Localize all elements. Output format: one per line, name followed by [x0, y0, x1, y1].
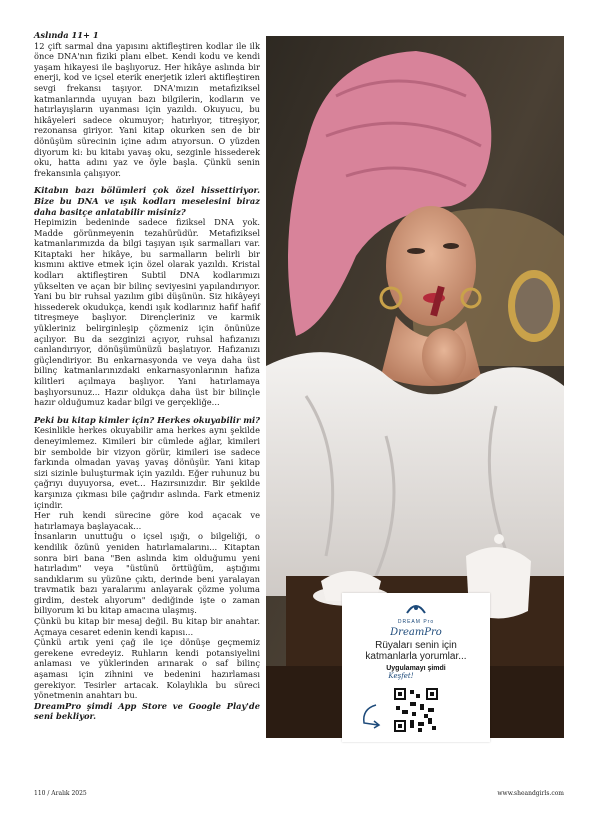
article-paragraph: Hepimizin bedeninde sadece fiziksel DNA yok. Madde görünmeyenin tezahürüdür. Metafiziksel katmanlarımızda da bilgi taşıyan ışık sarmalları var. Kitaptaki her hikâye, bu sarmalların belirli bir kısmını aktive etmek için özel olarak yazıldı. Kristal kodları aktifleştiren Subtil DNA kodlarımızı yükselten ve açan bir bilinç seviyesini yapılandırıyor. Yani bu bir ruhsal yazılım gibi düşünün. Siz hikâyeyi hissederek okudukça, kendi ışık kodlarınız hafif hafif titreşmeye başlıyor. Dirençleriniz ve karmik yükleriniz belirginleşip çözmeniz için önünüze açılıyor. Bu da sezginizi açıyor, ruhsal hafızanızı canlandırıyor, dönüşümünüzü başlatıyor. Hafızanızı güçlendiriyor. Bu enkarnasyonda ve veya daha üst bilinç katmanlarınızdaki enkarnasyonlarının hafıza kilitleri açılmaya başlıyor. Yani hatırlamaya başlıyorsunuz... Hazır oldukça daha üst bir bilinçle hazır olduğumuz kadar bilgi ve gerçekliğe... [34, 217, 260, 408]
site-url: www.sheandgirls.com [497, 790, 564, 797]
article-paragraph: Her ruh kendi sürecine göre kod açacak ve hatırlamaya başlayacak... [34, 510, 260, 531]
ad-cta: Uygulamayı şimdi [386, 665, 446, 672]
qr-code-icon[interactable] [392, 686, 440, 739]
dreampro-ad[interactable] [342, 593, 490, 742]
article-paragraph: Kesinlikle herkes okuyabilir ama herkes aynı şekilde deneyimlemez. Kimileri bir cümlede ağlar, kimileri bir sembolde bir vizyon görür, kimileri ise sadece farkında olmadan yavaş yavaş dönüşür. Yani kitap sizi sizinle buluşturmak için yazıldı. Eğer ruhunuz bu çağrıyı duyuyorsa, evet... Hazırsınızdır. Bir şekilde karşınıza çıkması bile çağrıdır aslında. Fark etmeniz içindir. [34, 425, 260, 510]
ad-cta-discover: Keşfet! [388, 672, 414, 680]
article-paragraph: 12 çift sarmal dna yapısını aktifleştiren kodlar ile ilk önce DNA'nın fiziki planı elbet. Kendi kodu ve kendi yaşam hikayesi ile başlıyoruz. Her hikâye aslında bir enerji, kod ve içsel eterik enerjetik izleri aktifleştiren sevgi frekansı taşıyor. DNA'mızın metafiziksel katmanlarında uyuyan bazı bilgilerin, kodların ve hatırlayışların uyanması için yazıldı. Okuyucu, bu hikâyeleri sadece okumuyor; hatırlıyor, titreşiyor, rezonansa giriyor. Yani kitap okurken sen de bir dönüşüm sürecinin içine adım atıyorsun. O yüzden diyorum ki: bu kitabı yavaş oku, sezginle hissederek oku, hatta adını yaz ve öyle başla. Çünkü senin frekansınla çalışıyor. [34, 40, 260, 178]
brand-small: DREAM [397, 619, 421, 625]
interview-question: Peki bu kitap kimler için? Herkes okuyabilir mi? [34, 414, 261, 425]
article-paragraph: Çünkü artık yeni çağ ile içe dönüşe geçmemiz gerekene evredeyiz. Ruhların kendi potansiyelini anlaması ve yüklerinden arınarak o saf bilinç aşaması için zihnini ve bedenini hazırlaması gerekiyor. Tesirler artacak. Kolaylıkla bu süreci yönetmenin anahtarı bu. [34, 637, 260, 701]
closing-line: DreamPro şimdi App Store ve Google Play'de seni bekliyor. [34, 700, 260, 722]
page-number: 110 / Aralık 2025 [34, 790, 87, 797]
article-paragraph: İnsanların unuttuğu o içsel ışığı, o bilgeliği, o kendilik özünü yeniden hatırlamalarını... Kitaptan sonra biri bana "Ben aslında kim olduğumu yeni hatırladım" veya "üstünü örttüğüm, aştığımı sandıklarım su yüzüne çıktı, derinde beni yaralayan travmatik bazı yaralarımı anlayarak çözme yoluma girdim, destek alıyorum" dediğinde işte o zaman biliyorum ki bu kitap amacına ulaşmış. [34, 531, 260, 616]
ad-tagline-1: Rüyaları senin için [375, 640, 457, 651]
ad-tagline-2: katmanlarla yorumlar... [365, 651, 467, 662]
dream-logo-icon [342, 601, 490, 620]
dreampro-logo-text: DreamPro [390, 627, 442, 638]
article-paragraph: Çünkü bu kitap bir mesaj değil. Bu kitap bir anahtar. Açmaya cesaret edenin kendi kapısı... [34, 616, 260, 637]
interview-question: Kitabın bazı bölümleri çok özel hissettiriyor. Bize bu DNA ve ışık kodları meselesini biraz daha basitçe anlatabilir misiniz? [34, 185, 260, 217]
article-column [34, 30, 260, 722]
section-heading: Aslında 11+ 1 [34, 30, 99, 40]
brand-small-pro: Pro [423, 619, 435, 625]
curved-arrow-icon [360, 703, 382, 734]
